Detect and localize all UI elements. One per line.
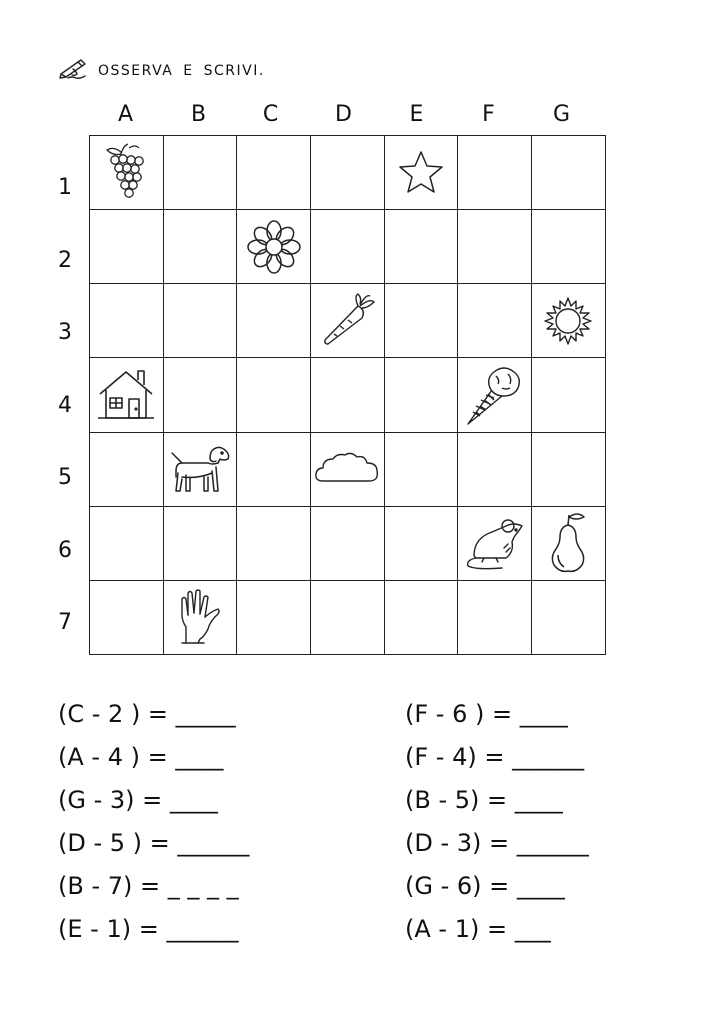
grid-row-4 [90,358,606,432]
cell-g1 [532,136,606,210]
cell-g3 [532,284,606,358]
sun-icon [542,295,594,347]
exercise-item[interactable]: (C - 2 ) = _____ [58,700,236,728]
cell-d5 [311,432,385,506]
exercise-item[interactable]: (B - 7) = _ _ _ _ [58,872,239,900]
row-label: 4 [58,393,72,418]
ice-cream-icon [464,362,526,428]
cell-e2 [384,210,458,284]
worksheet-title: OSSERVA E SCRIVI. [98,63,265,79]
cell-f6 [458,506,532,580]
cell-a4 [90,358,164,432]
cell-f1 [458,136,532,210]
cell-f2 [458,210,532,284]
cell-d6 [311,506,385,580]
column-label: D [335,102,352,127]
grid-row-6 [90,506,606,580]
cell-a1 [90,136,164,210]
grapes-icon [101,142,151,204]
column-label: C [262,102,279,127]
exercise-item[interactable]: (D - 5 ) = ______ [58,829,250,857]
cell-e4 [384,358,458,432]
cell-c6 [237,506,311,580]
cell-g2 [532,210,606,284]
cell-c4 [237,358,311,432]
cell-g6 [532,506,606,580]
cell-a3 [90,284,164,358]
column-label: E [409,102,424,127]
column-label: A [117,102,134,127]
cell-a6 [90,506,164,580]
cell-d7 [311,580,385,654]
cell-b2 [163,210,237,284]
pear-icon [546,511,590,575]
exercise-item[interactable]: (E - 1) = ______ [58,915,239,943]
cell-f7 [458,580,532,654]
cell-e3 [384,284,458,358]
cell-d2 [311,210,385,284]
cell-e1 [384,136,458,210]
cell-a5 [90,432,164,506]
row-label: 6 [58,538,72,563]
exercise-item[interactable]: (G - 6) = ____ [405,872,565,900]
cell-f4 [458,358,532,432]
cell-b5 [163,432,237,506]
cell-b1 [163,136,237,210]
row-label: 7 [58,610,72,635]
cell-c2 [237,210,311,284]
cell-g4 [532,358,606,432]
coordinate-grid [89,135,606,655]
exercise-item[interactable]: (F - 6 ) = ____ [405,700,568,728]
cell-d3 [311,284,385,358]
carrot-icon [318,292,376,350]
pencil-hand-icon [58,58,88,84]
exercise-item[interactable]: (F - 4) = ______ [405,743,585,771]
hand-icon [174,587,226,647]
exercise-item[interactable]: (G - 3) = ____ [58,786,218,814]
cell-b6 [163,506,237,580]
cell-c1 [237,136,311,210]
flower-icon [246,219,302,275]
exercise-item[interactable]: (D - 3) = ______ [405,829,589,857]
cell-e7 [384,580,458,654]
mouse-icon [462,512,528,574]
cell-c5 [237,432,311,506]
column-label: F [482,102,495,127]
cell-c3 [237,284,311,358]
cell-e6 [384,506,458,580]
exercise-item[interactable]: (A - 4 ) = ____ [58,743,224,771]
cell-d1 [311,136,385,210]
column-label: G [552,102,571,127]
cloud-icon [313,451,381,487]
grid-row-2 [90,210,606,284]
grid-row-1 [90,136,606,210]
exercise-item[interactable]: (A - 1) = ___ [405,915,551,943]
row-label: 5 [58,465,72,490]
cell-g5 [532,432,606,506]
cell-f5 [458,432,532,506]
cell-a7 [90,580,164,654]
exercise-column-left [58,700,249,958]
exercise-item[interactable]: (B - 5) = ____ [405,786,563,814]
cell-g7 [532,580,606,654]
cell-f3 [458,284,532,358]
grid-row-3 [90,284,606,358]
cell-e5 [384,432,458,506]
row-label: 2 [58,248,72,273]
dog-icon [168,441,232,497]
column-label: B [190,102,207,127]
exercise-column-right [405,700,589,958]
grid-row-5 [90,432,606,506]
row-label: 1 [58,175,72,200]
star-icon [396,149,446,197]
cell-b3 [163,284,237,358]
row-label: 3 [58,320,72,345]
cell-a2 [90,210,164,284]
cell-b7 [163,580,237,654]
cell-c7 [237,580,311,654]
house-icon [96,366,156,424]
grid-row-7 [90,580,606,654]
cell-d4 [311,358,385,432]
worksheet-header [58,58,265,84]
cell-b4 [163,358,237,432]
